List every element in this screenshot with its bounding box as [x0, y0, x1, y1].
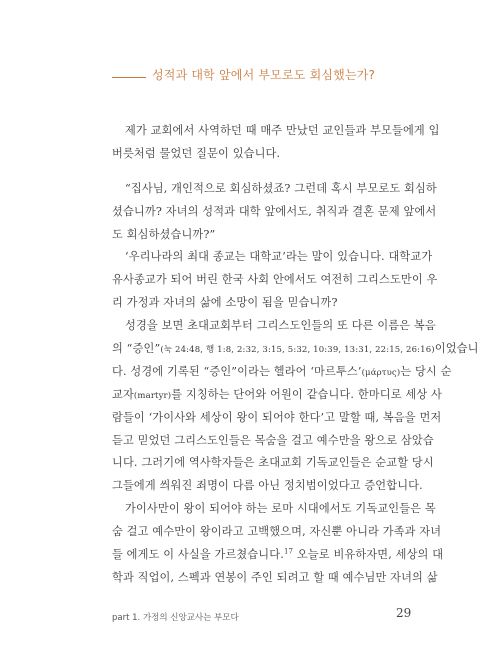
witness-text-end: 이었습니 — [434, 342, 479, 356]
paragraph-4-line-4 — [112, 384, 442, 407]
paragraph-4-line-8: 그들에게 씌워진 죄명이 다름 아닌 정치범이었다고 증언합니다. — [112, 479, 423, 493]
analogy-text: 오늘로 비유하자면, 세상의 대 — [293, 548, 444, 562]
martus-text: 다. 성경에 기록된 “증인”이라는 헬라어 ‘마르투스’ — [112, 364, 362, 378]
heading-title: 성적과 대학 앞에서 부모로도 회심했는가? — [152, 67, 376, 82]
paragraph-3-line-2: 유사종교가 되어 버린 한국 사회 안에서도 여전히 그리스도만이 우 — [112, 273, 438, 287]
section-heading — [112, 64, 412, 84]
english-term: (martyr) — [133, 390, 172, 401]
paragraph-4-line-3 — [112, 361, 452, 384]
paragraph-2-line-2: 셨습니까? 자녀의 성적과 대학 앞에서도, 취직과 결혼 문제 앞에서 — [112, 204, 437, 218]
martyr-text-end: 를 지칭하는 단어와 어원이 같습니다. 한마디로 세상 사 — [171, 387, 442, 401]
scripture-references: (눅 24:48, 행 1:8, 2:32, 3:15, 5:32, 10:39, 13:31, 22:15, 26:16) — [160, 345, 435, 356]
paragraph-1-line-1: 제가 교회에서 사역하던 때 매주 만났던 교인들과 부모들에게 입 — [125, 124, 440, 137]
paragraph-4-line-6: 듣고 믿었던 그리스도인들은 목숨을 걸고 예수만을 왕으로 삼았습 — [112, 433, 434, 447]
paragraph-5-line-4: 학과 직업이, 스펙과 연봉이 주인 되려고 할 때 예수님만 자녀의 삶 — [112, 570, 438, 584]
paragraph-5-line-2: 숨 걸고 예수만이 왕이라고 고백했으며, 자신뿐 아니라 가족과 자녀 — [112, 525, 442, 539]
footnote-marker: 17 — [283, 547, 294, 556]
paragraph-3-line-3: 리 가정과 자녀의 삶에 소망이 됨을 믿습니까? — [112, 296, 338, 310]
paragraph-4-line-2 — [112, 338, 479, 361]
martyr-word: 교자 — [112, 387, 134, 401]
paragraph-4-line-5: 람들이 ‘가이사와 세상이 왕이 되어야 한다’고 말할 때, 복음을 먼저 — [112, 410, 442, 424]
martus-text-end: 는 당시 순 — [400, 364, 452, 378]
paragraph-2-line-1: “집사님, 개인적으로 회심하셨죠? 그런데 혹시 부모로도 회심하 — [125, 181, 437, 195]
witness-text: 의 “증인” — [112, 342, 161, 356]
paragraph-4-line-1: 성경을 보면 초대교회부터 그리스도인들의 또 다른 이름은 복음 — [125, 319, 436, 333]
paragraph-2-line-3: 도 회심하셨습니까?” — [112, 227, 216, 241]
page-number: 29 — [396, 606, 412, 620]
paragraph-5-line-1: 가이사만이 왕이 되어야 하는 로마 시대에서도 기독교인들은 목 — [125, 502, 436, 516]
paragraph-4-line-7: 니다. 그러기에 역사학자들은 초대교회 기독교인들은 순교할 당시 — [112, 456, 434, 470]
greek-term: (μάρτυς) — [361, 367, 401, 378]
taught-text: 들 에게도 이 사실을 가르쳤습니다. — [112, 548, 284, 562]
paragraph-5-line-3 — [112, 544, 444, 567]
paragraph-3-line-1: ‘우리나라의 최대 종교는 대학교’라는 말이 있습니다. 대학교가 — [125, 250, 433, 264]
heading-rule — [112, 77, 146, 78]
footer-section-title: part 1. 가정의 신앙교사는 부모다 — [112, 613, 239, 623]
paragraph-1-line-2: 버릇처럼 물었던 질문이 있습니다. — [112, 146, 281, 160]
body-text — [112, 120, 479, 590]
